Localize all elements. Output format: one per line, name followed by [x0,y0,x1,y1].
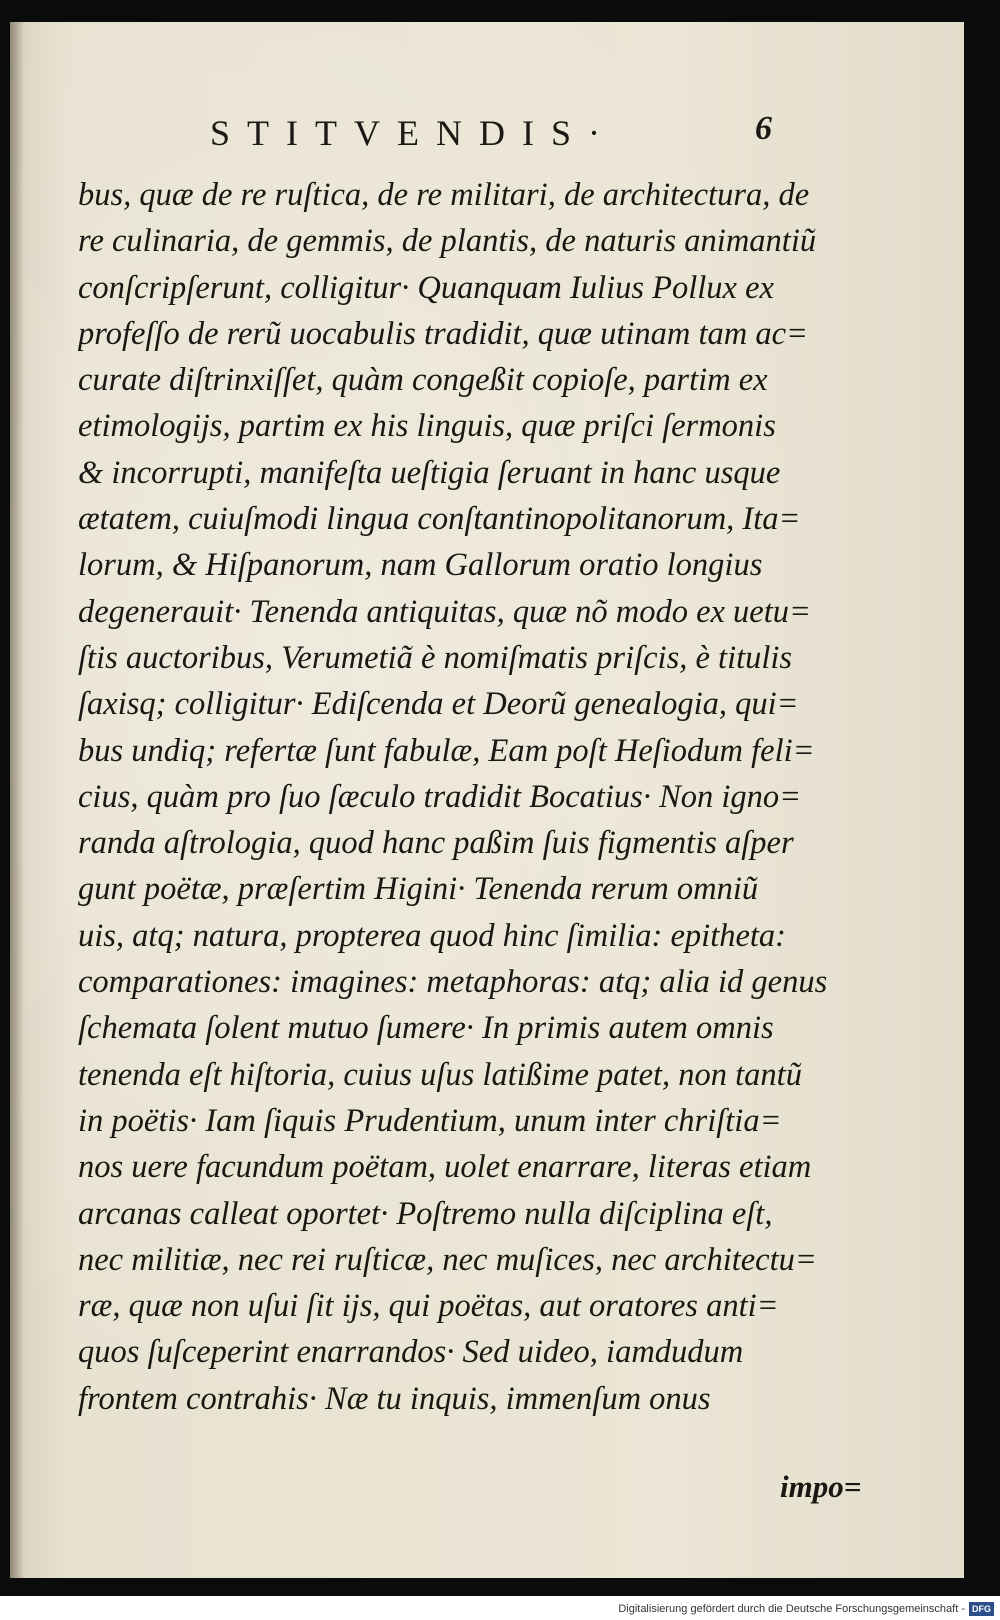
text-line: randa aſtrologia, quod hanc paßim ſuis figmentis aſper [78,825,794,862]
text-line: comparationes: imagines: metaphoras: atq; alia id genus [78,964,828,1001]
text-line: in poëtis· Iam ſiquis Prudentium, unum inter chriſtia= [78,1102,782,1139]
text-line: tenenda eſt hiſtoria, cuius uſus latißime patet, non tantũ [78,1056,802,1093]
page-number: 6 [755,110,772,147]
text-line: re culinaria, de gemmis, de plantis, de naturis animantiũ [78,223,817,260]
text-line: curate diſtrinxiſſet, quàm congeßit copioſe, partim ex [78,362,768,399]
running-head: STITVENDIS· [210,113,617,153]
text-line: degenerauit· Tenenda antiquitas, quæ nõ modo ex uetu= [78,593,811,630]
text-line: bus undiq; refertæ ſunt fabulæ, Eam poſt Heſiodum feli= [78,732,815,769]
text-block [78,172,878,1422]
text-line: etimologijs, partim ex his linguis, quæ priſci ſermonis [78,408,776,445]
text-line: conſcripſerunt, colligitur· Quanquam Iulius Pollux ex [78,269,774,306]
text-line: lorum, & Hiſpanorum, nam Gallorum oratio longius [78,547,763,584]
text-line: profeſſo de rerũ uocabulis tradidit, quæ utinam tam ac= [78,315,808,352]
text-line: nos uere facundum poëtam, uolet enarrare, literas etiam [78,1149,812,1186]
catchword: impo= [780,1469,862,1504]
text-line: ſchemata ſolent mutuo ſumere· In primis autem omnis [78,1010,774,1047]
text-line: ſaxisq; colligitur· Ediſcenda et Deorũ genealogia, qui= [78,686,799,723]
text-line: ſtis auctoribus, Verumetiã è nomiſmatis priſcis, è titulis [78,639,793,676]
dfg-logo-icon: DFG [969,1602,994,1616]
text-line: cius, quàm pro ſuo ſæculo tradidit Bocatius· Non igno= [78,778,802,815]
text-line: frontem contrahis· Næ tu inquis, immenſum onus [78,1380,711,1417]
credit-text: Digitalisierung gefördert durch die Deutsche Forschungsgemeinschaft - [618,1603,965,1615]
text-line: bus, quæ de re ruſtica, de re militari, de architectura, de [78,177,810,213]
text-line: ætatem, cuiuſmodi lingua conſtantinopolitanorum, Ita= [78,501,801,538]
text-line: quos ſuſceperint enarrandos· Sed uideo, iamdudum [78,1334,744,1371]
text-line: uis, atq; natura, propterea quod hinc ſimilia: epitheta: [78,917,787,954]
text-line: & incorrupti, manifeſta ueſtigia ſeruant in hanc usque [78,454,781,491]
text-line: ræ, quæ non uſui ſit ijs, qui poëtas, aut oratores anti= [78,1288,779,1325]
digitization-credit [618,1600,994,1618]
text-line: arcanas calleat oportet· Poſtremo nulla diſciplina eſt, [78,1195,773,1232]
book-page [10,22,964,1578]
gutter-shadow [10,22,24,1578]
text-line: gunt poëtæ, præſertim Higini· Tenenda rerum omniũ [78,871,759,908]
text-line: nec militiæ, nec rei ruſticæ, nec muſices, nec architectu= [78,1241,817,1278]
